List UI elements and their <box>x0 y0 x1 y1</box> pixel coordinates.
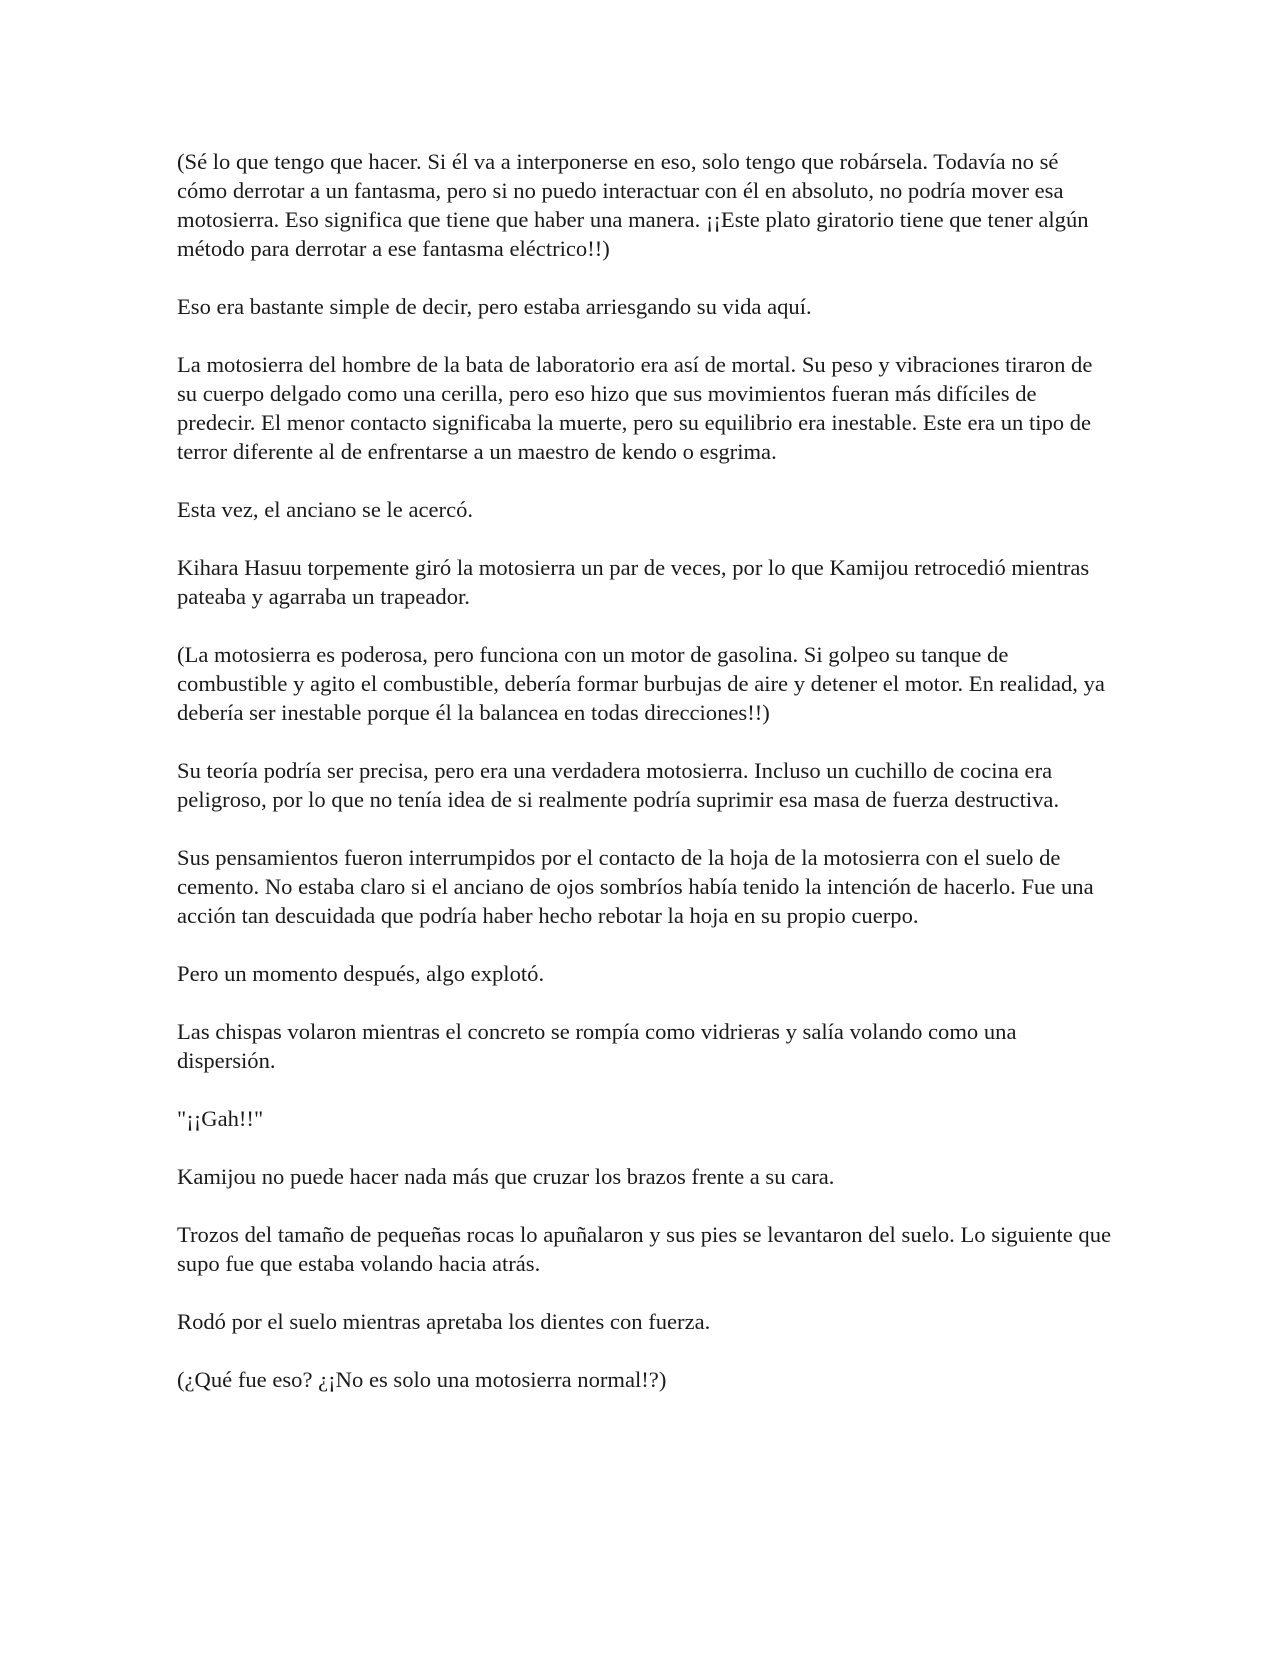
paragraph: Su teoría podría ser precisa, pero era una verdadera motosierra. Incluso un cuchillo de cocina era peligroso, por lo que no tenía idea de si realmente podría suprimir esa masa de fuerza destructiva. <box>177 758 1060 812</box>
document-page <box>177 147 1112 1423</box>
paragraph: Trozos del tamaño de pequeñas rocas lo apuñalaron y sus pies se levantaron del suelo. Lo siguiente que supo fue que estaba volando hacia atrás. <box>177 1222 1112 1276</box>
paragraph: Rodó por el suelo mientras apretaba los dientes con fuerza. <box>177 1309 711 1334</box>
paragraph: Kamijou no puede hacer nada más que cruzar los brazos frente a su cara. <box>177 1164 835 1189</box>
paragraph: Kihara Hasuu torpemente giró la motosierra un par de veces, por lo que Kamijou retrocedió mientras pateaba y agarraba un trapeador. <box>177 555 1090 609</box>
paragraph: (¿Qué fue eso? ¿¡No es solo una motosierra normal!?) <box>177 1367 667 1392</box>
paragraph: Las chispas volaron mientras el concreto se rompía como vidrieras y salía volando como una dispersión. <box>177 1019 1017 1073</box>
paragraph: La motosierra del hombre de la bata de laboratorio era así de mortal. Su peso y vibraciones tiraron de su cuerpo delgado como una cerilla, pero eso hizo que sus movimientos fueran más difíciles de predecir. El menor contacto significaba la muerte, pero su equilibrio era inestable. Este era un tipo de terror diferente al de enfrentarse a un maestro de kendo o esgrima. <box>177 352 1093 464</box>
paragraph: "¡¡Gah!!" <box>177 1106 264 1131</box>
paragraph: Esta vez, el anciano se le acercó. <box>177 497 474 522</box>
paragraph: Sus pensamientos fueron interrumpidos por el contacto de la hoja de la motosierra con el suelo de cemento. No estaba claro si el anciano de ojos sombríos había tenido la intención de hacerlo. Fue una acción tan descuidada que podría haber hecho rebotar la hoja en su propio cuerpo. <box>177 845 1094 928</box>
paragraph: Eso era bastante simple de decir, pero estaba arriesgando su vida aquí. <box>177 294 812 319</box>
paragraph: Pero un momento después, algo explotó. <box>177 961 545 986</box>
paragraph: (La motosierra es poderosa, pero funciona con un motor de gasolina. Si golpeo su tanque de combustible y agito el combustible, debería formar burbujas de aire y detener el motor. En realidad, ya debería ser inestable porque él la balancea en todas direcciones!!) <box>177 642 1105 725</box>
paragraph: (Sé lo que tengo que hacer. Si él va a interponerse en eso, solo tengo que robársela. Todavía no sé cómo derrotar a un fantasma, pero si no puedo interactuar con él en absoluto, no podría mover esa motosierra. Eso significa que tiene que haber una manera. ¡¡Este plato giratorio tiene que tener algún método para derrotar a ese fantasma eléctrico!!) <box>177 149 1089 261</box>
